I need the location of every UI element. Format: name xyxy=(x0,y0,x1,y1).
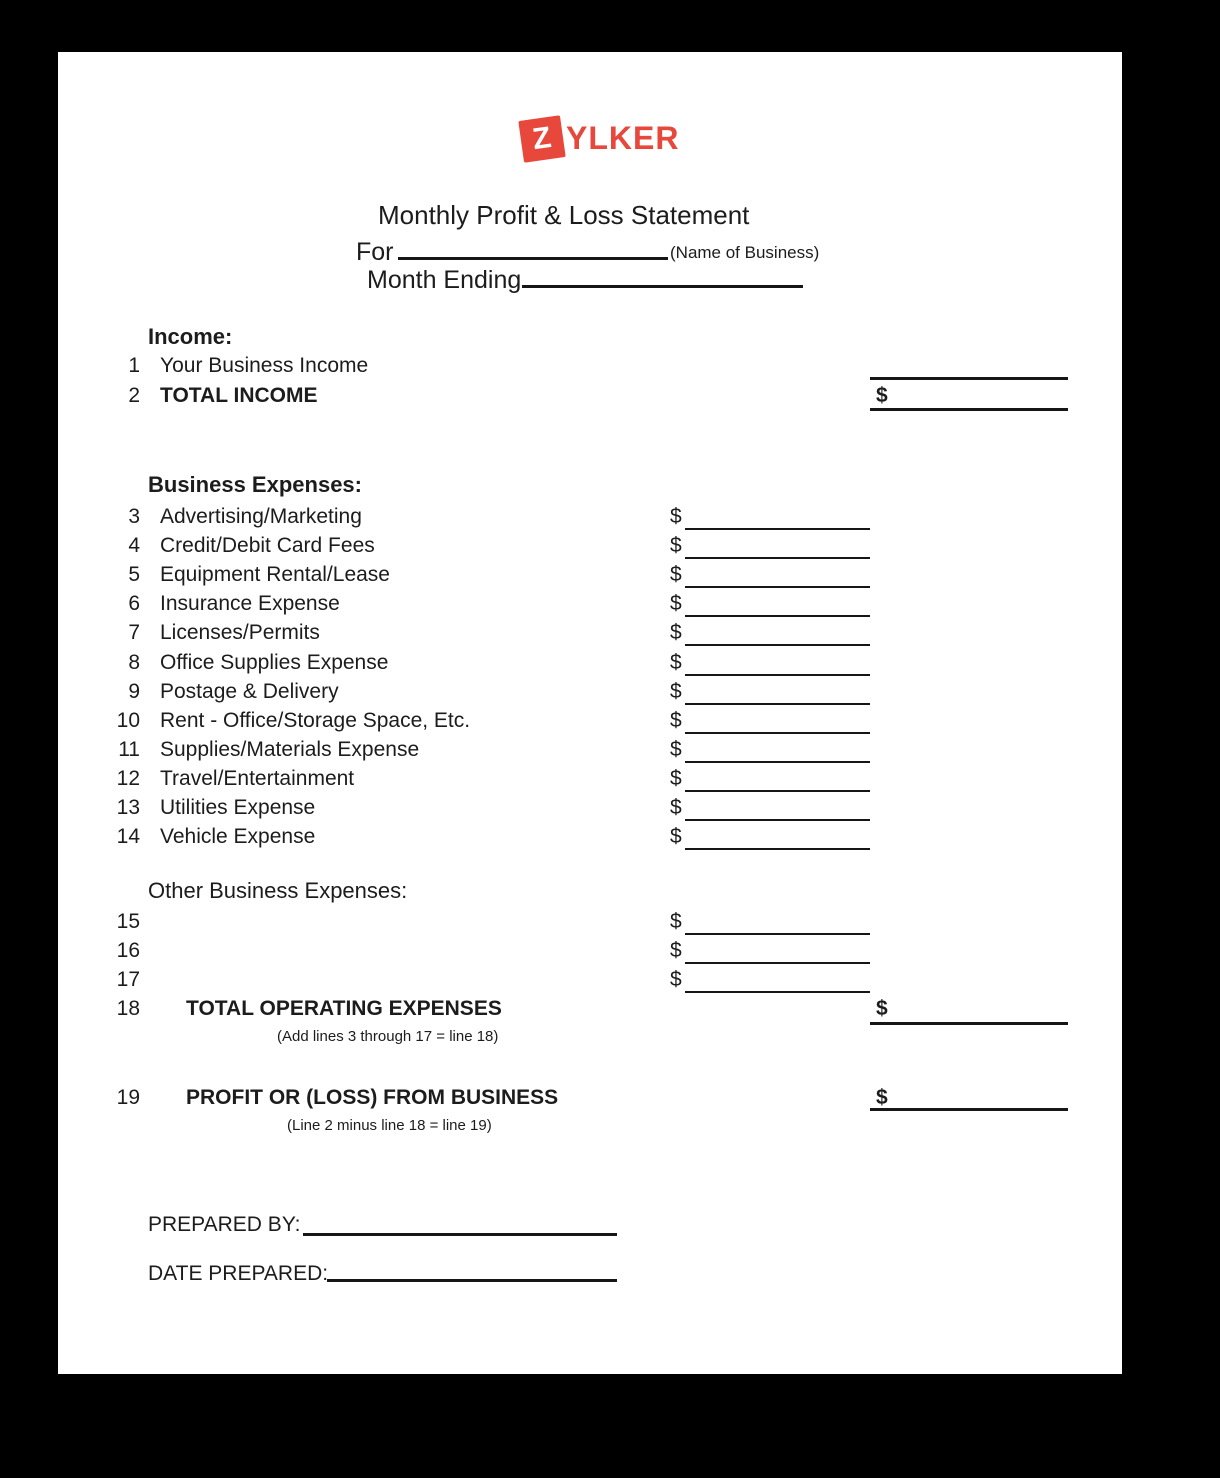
expense-row xyxy=(58,534,1122,563)
date-prepared-field[interactable] xyxy=(327,1279,617,1282)
for-label: For xyxy=(356,238,394,266)
expense-label: Licenses/Permits xyxy=(160,621,320,644)
profit-or-loss-row xyxy=(58,1086,1122,1115)
dollar-sign: $ xyxy=(670,738,682,761)
line-number: 9 xyxy=(128,680,140,703)
expense-row xyxy=(58,767,1122,796)
profit-or-loss-amount-field[interactable] xyxy=(870,1108,1068,1111)
expense-amount-field[interactable] xyxy=(685,732,870,734)
expense-amount-field[interactable] xyxy=(685,557,870,559)
dollar-sign: $ xyxy=(670,709,682,732)
dollar-sign: $ xyxy=(670,534,682,557)
line-number: 14 xyxy=(116,825,140,848)
line-number: 13 xyxy=(116,796,140,819)
document-page xyxy=(58,52,1122,1374)
expense-row xyxy=(58,680,1122,709)
expense-amount-field[interactable] xyxy=(685,644,870,646)
expense-label: Rent - Office/Storage Space, Etc. xyxy=(160,709,471,732)
income-row-label: Your Business Income xyxy=(160,354,369,377)
expense-row xyxy=(58,505,1122,534)
expense-row xyxy=(58,651,1122,680)
dollar-sign: $ xyxy=(670,651,682,674)
business-income-amount-field[interactable] xyxy=(870,377,1068,380)
expense-amount-field[interactable] xyxy=(685,761,870,763)
line-number: 4 xyxy=(128,534,140,557)
dollar-sign: $ xyxy=(670,592,682,615)
dollar-sign: $ xyxy=(670,939,682,962)
line-number: 3 xyxy=(128,505,140,528)
dollar-sign: $ xyxy=(670,910,682,933)
expense-amount-field[interactable] xyxy=(685,615,870,617)
dollar-sign: $ xyxy=(670,825,682,848)
other-expense-row xyxy=(58,910,1122,939)
zylker-logo-icon xyxy=(518,115,565,162)
income-section-header: Income: xyxy=(148,324,233,349)
expense-label: Equipment Rental/Lease xyxy=(160,563,390,586)
line-number: 5 xyxy=(128,563,140,586)
expense-row xyxy=(58,709,1122,738)
prepared-by-label: PREPARED BY: xyxy=(148,1213,301,1236)
dollar-sign: $ xyxy=(876,997,888,1020)
line-number: 16 xyxy=(116,939,140,962)
expense-row xyxy=(58,621,1122,650)
expense-label: Supplies/Materials Expense xyxy=(160,738,420,761)
dollar-sign: $ xyxy=(670,796,682,819)
expense-amount-field[interactable] xyxy=(685,703,870,705)
zylker-logo-text: YLKER xyxy=(566,120,680,156)
line-number: 18 xyxy=(116,997,140,1020)
income-row-1 xyxy=(58,354,1122,383)
total-operating-expenses-amount-field[interactable] xyxy=(870,1022,1068,1025)
other-expenses-section-header: Other Business Expenses: xyxy=(148,878,408,903)
month-ending-field[interactable] xyxy=(522,285,803,288)
line-number: 1 xyxy=(128,354,140,377)
line-number: 7 xyxy=(128,621,140,644)
expense-label: Insurance Expense xyxy=(160,592,340,615)
dollar-sign: $ xyxy=(670,680,682,703)
line-number: 8 xyxy=(128,651,140,674)
page-title: Monthly Profit & Loss Statement xyxy=(378,200,750,230)
expense-label: Vehicle Expense xyxy=(160,825,316,848)
expense-amount-field[interactable] xyxy=(685,790,870,792)
total-income-label: TOTAL INCOME xyxy=(160,384,318,407)
expense-row xyxy=(58,592,1122,621)
expense-amount-field[interactable] xyxy=(685,819,870,821)
other-expense-amount-field[interactable] xyxy=(685,933,870,935)
dollar-sign: $ xyxy=(670,563,682,586)
expense-amount-field[interactable] xyxy=(685,674,870,676)
dollar-sign: $ xyxy=(876,384,888,407)
expense-row xyxy=(58,738,1122,767)
prepared-by-field[interactable] xyxy=(303,1233,617,1236)
line-number: 6 xyxy=(128,592,140,615)
line19-formula-note: (Line 2 minus line 18 = line 19) xyxy=(287,1117,492,1134)
month-ending-label: Month Ending xyxy=(367,266,522,294)
business-name-hint: (Name of Business) xyxy=(670,243,820,262)
expenses-section-header: Business Expenses: xyxy=(148,472,362,497)
line-number: 10 xyxy=(116,709,140,732)
total-income-amount-field[interactable] xyxy=(870,408,1068,411)
dollar-sign: $ xyxy=(670,767,682,790)
line-number: 11 xyxy=(118,738,140,761)
expense-amount-field[interactable] xyxy=(685,848,870,850)
line-number: 15 xyxy=(116,910,140,933)
other-expense-row xyxy=(58,968,1122,997)
expense-row xyxy=(58,825,1122,854)
expense-label: Utilities Expense xyxy=(160,796,316,819)
expense-label: Travel/Entertainment xyxy=(160,767,355,790)
dollar-sign: $ xyxy=(670,968,682,991)
date-prepared-label: DATE PREPARED: xyxy=(148,1262,329,1285)
dollar-sign: $ xyxy=(670,505,682,528)
logo-letter-z: Z xyxy=(530,120,554,157)
line-number: 2 xyxy=(128,384,140,407)
dollar-sign: $ xyxy=(876,1086,888,1109)
total-operating-expenses-label: TOTAL OPERATING EXPENSES xyxy=(186,997,502,1020)
total-income-row xyxy=(58,384,1122,413)
total-operating-expenses-row xyxy=(58,997,1122,1026)
expense-row xyxy=(58,563,1122,592)
business-name-field[interactable] xyxy=(398,257,668,260)
other-expense-amount-field[interactable] xyxy=(685,962,870,964)
line-number: 12 xyxy=(116,767,140,790)
expense-amount-field[interactable] xyxy=(685,586,870,588)
line18-formula-note: (Add lines 3 through 17 = line 18) xyxy=(277,1028,499,1045)
expense-amount-field[interactable] xyxy=(685,528,870,530)
other-expense-row xyxy=(58,939,1122,968)
dollar-sign: $ xyxy=(670,621,682,644)
expense-label: Credit/Debit Card Fees xyxy=(160,534,375,557)
profit-or-loss-label: PROFIT OR (LOSS) FROM BUSINESS xyxy=(186,1086,559,1109)
other-expense-amount-field[interactable] xyxy=(685,991,870,993)
line-number: 17 xyxy=(116,968,140,991)
line-number: 19 xyxy=(116,1086,140,1109)
expense-label: Office Supplies Expense xyxy=(160,651,389,674)
expense-label: Advertising/Marketing xyxy=(160,505,362,528)
expense-row xyxy=(58,796,1122,825)
expense-label: Postage & Delivery xyxy=(160,680,339,703)
